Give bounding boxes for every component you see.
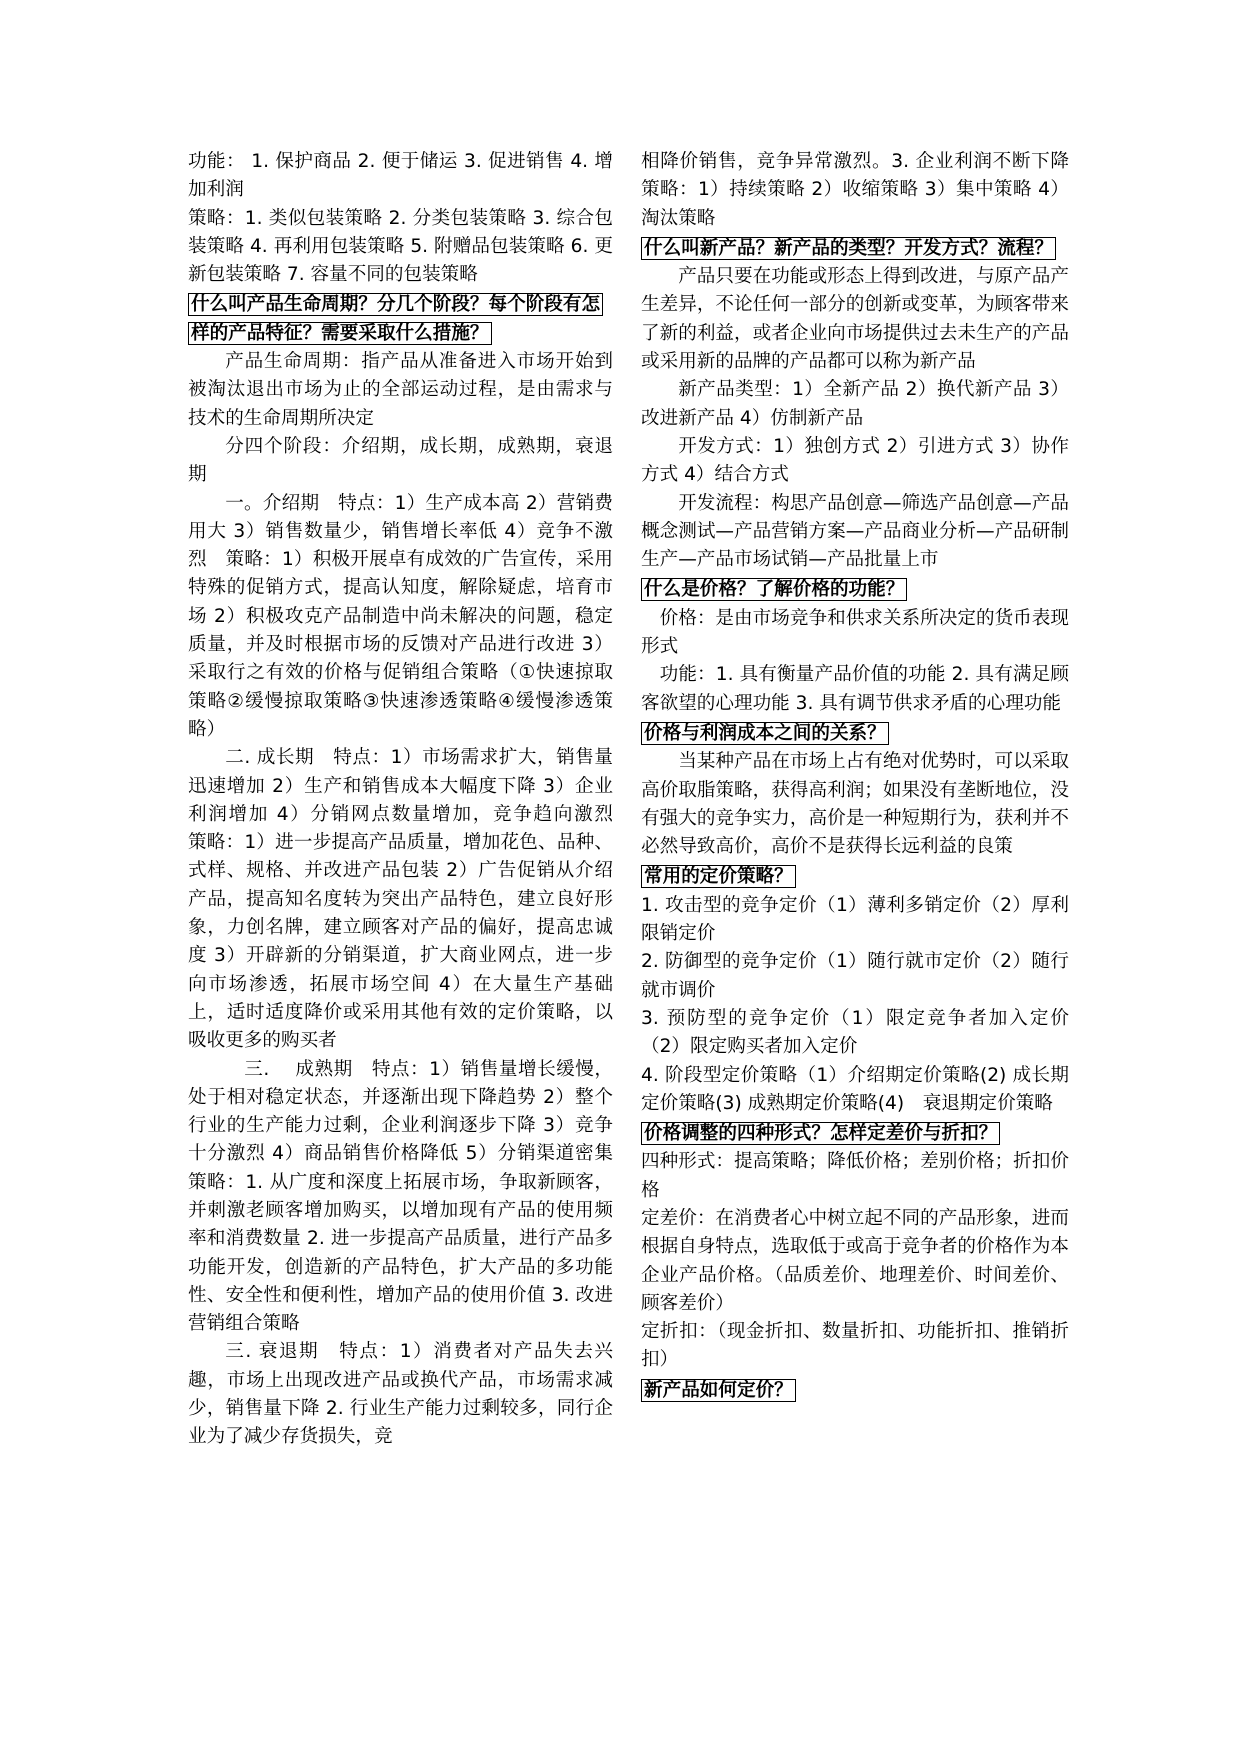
- body-paragraph: 一。介绍期 特点：1）生产成本高 2）营销费用大 3）销售数量少，销售增长率低 4）竞争不激烈 策略：1）积极开展卓有成效的广告宣传，采用特殊的促销方式，提高认知度，解除疑虑，培育市场 2）积极攻克产品制造中尚未解决的问题，稳定质量，并及时根据市场的反馈对产品进行改进 3）采取行之有效的价格与促销组合策略（①快速掠取策略②缓慢掠取策略③快速渗透策略④缓慢渗透策略）: [188, 492, 613, 740]
- body-paragraph: 2. 防御型的竞争定价（1）随行就市定价（2）随行就市调价: [641, 951, 1069, 1001]
- body-paragraph: 3. 预防型的竞争定价（1）限定竞争者加入定价 （2）限定购买者加入定价: [641, 1007, 1088, 1058]
- question-heading: 什么叫新产品？新产品的类型？开发方式？流程？: [641, 237, 1056, 260]
- right-column: [641, 148, 1088, 1405]
- question-heading-block: [641, 863, 1069, 891]
- body-paragraph: 当某种产品在市场上占有绝对优势时，可以采取高价取脂策略，获得高利润；如果没有垄断地位，没有强大的竞争实力，高价是一种短期行为，获利并不必然导致高价，高价不是获得长远利益的良策: [641, 751, 1069, 858]
- question-heading: 什么是价格？了解价格的功能？: [641, 578, 907, 601]
- body-paragraph: 产品只要在功能或形态上得到改进，与原产品产生差异，不论任何一部分的创新或变革，为顾客带来了新的利益，或者企业向市场提供过去未生产的产品或采用新的品牌的产品都可以称为新产品: [641, 266, 1069, 373]
- question-heading-block: [641, 235, 1069, 263]
- question-heading: 价格调整的四种形式？怎样定差价与折扣？: [641, 1122, 1000, 1145]
- body-paragraph: 开发方式：1）独创方式 2）引进方式 3）协作方式 4）结合方式: [641, 435, 1069, 486]
- question-heading: 新产品如何定价？: [641, 1379, 796, 1402]
- body-paragraph: 1. 攻击型的竞争定价（1）薄利多销定价（2）厚利限销定价: [641, 894, 1069, 945]
- question-heading-block: [641, 720, 1069, 748]
- body-paragraph: 四种形式：提高策略；降低价格；差别价格；折扣价格: [641, 1151, 1069, 1201]
- body-paragraph: 新产品类型：1）全新产品 2）换代新产品 3）改进新产品 4）仿制新产品: [641, 379, 1069, 429]
- body-paragraph: 价格：是由市场竞争和供求关系所决定的货币表现形式: [641, 607, 1069, 658]
- body-paragraph: 定差价：在消费者心中树立起不同的产品形象，进而根据自身特点，选取低于或高于竞争者的价格作为本企业产品价格。（品质差价、地理差价、时间差价、顾客差价）: [641, 1207, 1069, 1314]
- body-paragraph: 三. 衰退期 特点：1）消费者对产品失去兴趣，市场上出现改进产品或换代产品，市场需求减少，销售量下降 2. 行业生产能力过剩较多，同行企业为了减少存货损失，竞: [188, 1341, 613, 1448]
- question-heading-block: [641, 1120, 1069, 1148]
- body-paragraph: 定折扣：（现金折扣、数量折扣、功能折扣、推销折扣）: [641, 1321, 1069, 1371]
- question-heading-block: [641, 1377, 1069, 1405]
- body-paragraph: 功能：1. 具有衡量产品价值的功能 2. 具有满足顾客欲望的心理功能 3. 具有调节供求矛盾的心理功能: [641, 664, 1069, 714]
- body-paragraph: 相降价销售，竞争异常激烈。3. 企业利润不断下降 策略：1）持续策略 2）收缩策略 3）集中策略 4）淘汰策略: [641, 151, 1088, 229]
- body-paragraph: 分四个阶段：介绍期，成长期，成熟期，衰退期: [188, 435, 613, 486]
- question-heading-block: [188, 291, 613, 348]
- body-paragraph: 功能： 1. 保护商品 2. 便于储运 3. 促进销售 4. 增加利润: [188, 151, 613, 201]
- question-heading: 价格与利润成本之间的关系？: [641, 722, 889, 745]
- question-heading: 什么叫产品生命周期？分几个阶段？每个阶段有怎样的产品特征？需要采取什么措施？: [188, 293, 603, 344]
- body-paragraph: 二. 成长期 特点：1）市场需求扩大，销售量迅速增加 2）生产和销售成本大幅度下降 3）企业利润增加 4）分销网点数量增加，竞争趋向激烈 策略：1）进一步提高产品质量，增加花色、品种、式样、规格、并改进产品包装 2）广告促销从介绍产品，提高知名度转为突出产品特色，建立良好形象，力创名牌，建立顾客对产品的偏好，提高忠诚度 3）开辟新的分销渠道，扩大商业网点，进一步向市场渗透，拓展市场空间 4）在大量生产基础上，适时适度降价或采用其他有效的定价策略，以吸收更多的购买者: [188, 747, 632, 1052]
- question-heading: 常用的定价策略？: [641, 865, 796, 888]
- question-heading-block: [641, 576, 1069, 604]
- body-paragraph: 策略：1. 类似包装策略 2. 分类包装策略 3. 综合包装策略 4. 再利用包装策略 5. 附赠品包装策略 6. 更新包装策略 7. 容量不同的包装策略: [188, 207, 613, 286]
- body-paragraph: 产品生命周期：指产品从准备进入市场开始到被淘汰退出市场为止的全部运动过程，是由需求与技术的生命周期所决定: [188, 351, 613, 429]
- body-paragraph: 4. 阶段型定价策略（1）介绍期定价策略(2) 成长期定价策略(3) 成熟期定价策略(4) 衰退期定价策略: [641, 1064, 1069, 1114]
- left-column: [188, 148, 651, 1452]
- body-paragraph: 三. 成熟期 特点：1）销售量增长缓慢，处于相对稳定状态，并逐渐出现下降趋势 2）整个行业的生产能力过剩，企业利润逐步下降 3）竞争十分激烈 4）商品销售价格降低 5）分销渠道密集 策略：1. 从广度和深度上拓展市场，争取新顾客，并刺激老顾客增加购买，以增加现有产品的使用频率和消费数量 2. 进一步提高产品质量，进行产品多功能开发，创造新的产品特色，扩大产品的多功能性、安全性和便利性，增加产品的使用价值 3. 改进营销组合策略: [188, 1058, 651, 1335]
- body-paragraph: 开发流程：构思产品创意—筛选产品创意—产品概念测试—产品营销方案—产品商业分析—产品研制生产—产品市场试销—产品批量上市: [641, 492, 1069, 571]
